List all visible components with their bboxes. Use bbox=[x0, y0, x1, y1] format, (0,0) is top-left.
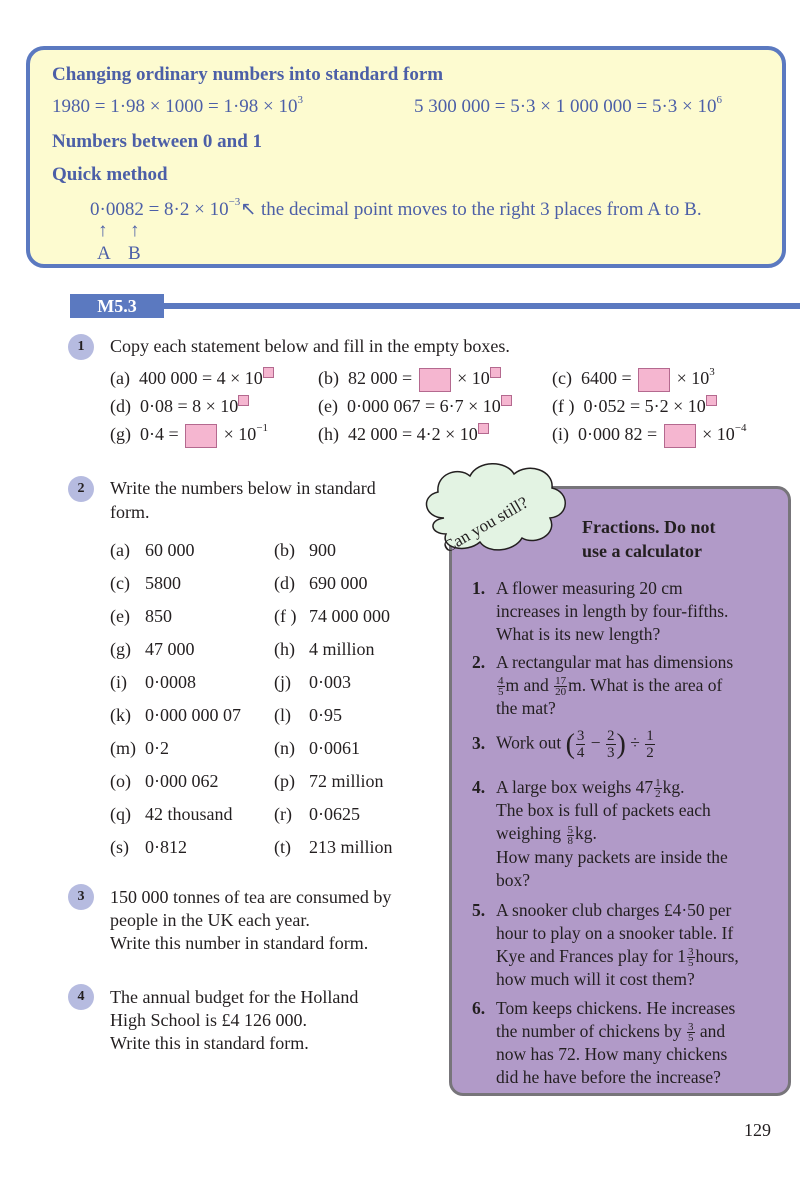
q2-item: (e) 850 bbox=[110, 606, 172, 626]
q2-instruction-line2: form. bbox=[110, 502, 150, 522]
q2-left-column bbox=[110, 534, 241, 864]
q1-part-c: (c) 6400 = × $10^3$ bbox=[552, 368, 715, 392]
problem-3: 3. Work out ( $\frac{3}{4}$ − $\frac{2}{3}$ ) ÷ $\frac{1}{2}$ bbox=[472, 728, 654, 761]
answer-box-small[interactable] bbox=[501, 395, 512, 406]
up-arrow-a-icon: ↑ bbox=[98, 220, 108, 241]
q2-item: (t) 213 million bbox=[274, 837, 393, 857]
q2-item: (q) 42 thousand bbox=[110, 804, 233, 824]
q2-item: (a) 60 000 bbox=[110, 540, 195, 560]
can-you-still-label: Can you still? bbox=[440, 492, 532, 557]
q1-part-h: (h) 42 000 = 4·2 × 10 bbox=[318, 424, 489, 445]
answer-box-small[interactable] bbox=[490, 367, 501, 378]
q1-part-a: (a) 400 000 = 4 × 10 bbox=[110, 368, 274, 389]
question-number-1: 1 bbox=[68, 334, 94, 360]
q2-item: (j) 0·003 bbox=[274, 672, 351, 692]
q2-item: (s) 0·812 bbox=[110, 837, 187, 857]
answer-box-small[interactable] bbox=[263, 367, 274, 378]
answer-box[interactable] bbox=[664, 424, 696, 448]
pointer-arrow-icon: ↖ bbox=[240, 199, 257, 220]
q1-part-d: (d) 0·08 = 8 × 10 bbox=[110, 396, 249, 417]
page-number: 129 bbox=[744, 1120, 771, 1140]
question-number-3: 3 bbox=[68, 884, 94, 910]
section-label: M5.3 bbox=[70, 294, 164, 318]
q2-item: (o) 0·000 062 bbox=[110, 771, 219, 791]
info-heading-between: Numbers between 0 and 1 bbox=[52, 131, 263, 152]
label-a: A bbox=[97, 243, 111, 264]
q1-part-i: (i) 0·000 82 = × $10^{-4}$ bbox=[552, 424, 747, 448]
q1-part-f: (f ) 0·052 = 5·2 × 10 bbox=[552, 396, 717, 417]
info-quick-example: $0\cdot 0082 = 8\cdot 2 \times 10^{-3}↖$ the decimal point moves to the right 3 places from A to B. bbox=[90, 196, 702, 220]
q2-item: (r) 0·0625 bbox=[274, 804, 360, 824]
section-rule bbox=[164, 303, 800, 309]
answer-box-small[interactable] bbox=[478, 423, 489, 434]
q2-item: (d) 690 000 bbox=[274, 573, 368, 593]
info-example-1980: $1980 = 1\cdot 98 \times 1000 = 1\cdot 98 \times 10^3$ bbox=[52, 94, 304, 117]
info-example-5300000: 5 300 000 = 5·3 × 1 000 $000 = 5\cdot 3 \times 10^6$ bbox=[414, 94, 723, 117]
answer-box[interactable] bbox=[185, 424, 217, 448]
q2-item: (k) 0·000 000 07 bbox=[110, 705, 241, 725]
q2-item: (g) 47 000 bbox=[110, 639, 195, 659]
answer-box[interactable] bbox=[419, 368, 451, 392]
q2-item: (c) 5800 bbox=[110, 573, 181, 593]
up-arrow-b-icon: ↑ bbox=[130, 220, 140, 241]
q3-text: 150 000 tonnes of tea are consumed by people in the UK each year. Write this number in standard form. bbox=[110, 887, 392, 953]
answer-box[interactable] bbox=[638, 368, 670, 392]
q2-item: (p) 72 million bbox=[274, 771, 384, 791]
info-heading-quick: Quick method bbox=[52, 164, 168, 185]
q2-item: (m) 0·2 bbox=[110, 738, 169, 758]
q1-part-g: (g) 0·4 = × $10^{-1}$ bbox=[110, 424, 268, 448]
q2-instruction-line1: Write the numbers below in standard bbox=[110, 478, 376, 498]
q2-item: (n) 0·0061 bbox=[274, 738, 360, 758]
problem-5: 5. A snooker club charges £4·50 per hour to play on a snooker table. If Kye and Frances play for 1 $\frac{3}{5}$ hours, how much will it cost them? bbox=[472, 900, 739, 990]
q2-item: (f ) 74 000 000 bbox=[274, 606, 390, 626]
info-heading-ordinary: Changing ordinary numbers into standard form bbox=[52, 64, 444, 85]
question-number-2: 2 bbox=[68, 476, 94, 502]
problem-2: 2. A rectangular mat has dimensions $\frac{4}{5}$ m and $\frac{17}{20}$ m. What is the area of the mat? bbox=[472, 652, 734, 719]
q2-item: (l) 0·95 bbox=[274, 705, 342, 725]
q1-part-b: (b) 82 000 = × 10 bbox=[318, 368, 501, 392]
q2-item: (i) 0·0008 bbox=[110, 672, 196, 692]
q2-item: (h) 4 million bbox=[274, 639, 375, 659]
problem-4: 4. A large box weighs 47 $\frac{1}{2}$ kg. The box is full of packets each weighing $\frac{5}{8}$ kg. How many packets are inside the box? bbox=[472, 777, 728, 890]
problem-6: 6. Tom keeps chickens. He increases the number of chickens by $\frac{3}{5}$ and now has 72. How many chickens did he have before the increase? bbox=[472, 998, 736, 1088]
label-b: B bbox=[128, 243, 141, 264]
q1-part-e: (e) 0·000 067 = 6·7 × 10 bbox=[318, 396, 512, 417]
answer-box-small[interactable] bbox=[706, 395, 717, 406]
problem-1: 1. A flower measuring 20 cm increases in length by four-fifths. What is its new length? bbox=[472, 578, 729, 644]
question-number-4: 4 bbox=[68, 984, 94, 1010]
q1-instruction: Copy each statement below and fill in the empty boxes. bbox=[110, 336, 510, 356]
panel-title: Fractions. Do not use a calculator bbox=[582, 517, 716, 561]
q2-item: (b) 900 bbox=[274, 540, 336, 560]
answer-box-small[interactable] bbox=[238, 395, 249, 406]
q4-text: The annual budget for the Holland High School is £4 126 000. Write this in standard form. bbox=[110, 987, 359, 1053]
q2-right-column bbox=[274, 534, 393, 864]
